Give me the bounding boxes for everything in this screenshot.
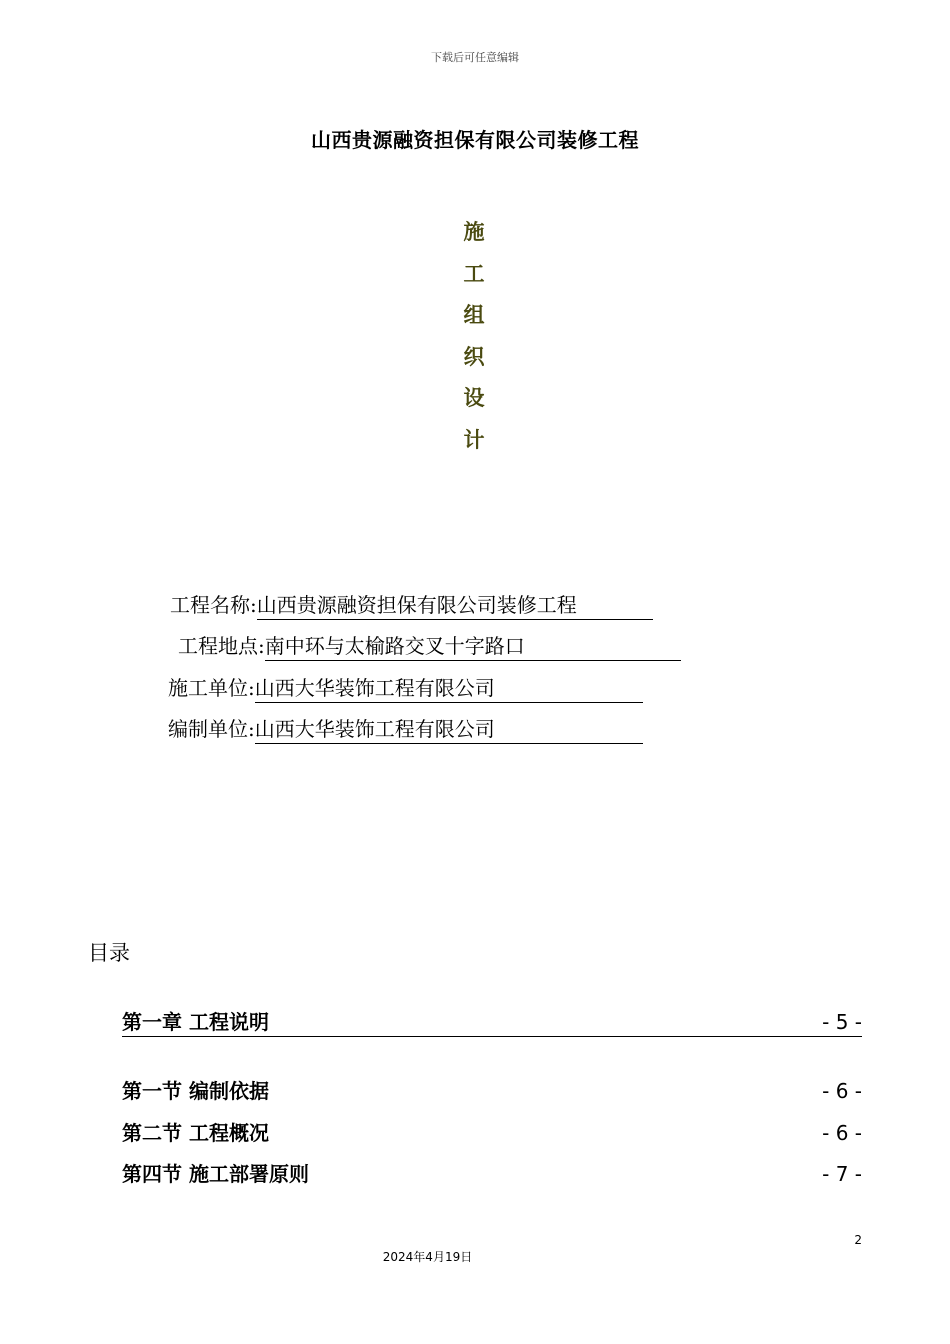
toc-entry-page: - 6 - xyxy=(822,1121,862,1145)
info-label: 编制单位: xyxy=(168,717,255,741)
toc-entry-title: 第四节 施工部署原则 xyxy=(122,1162,309,1186)
vertical-title xyxy=(449,214,499,464)
toc-entry[interactable] xyxy=(122,1077,862,1105)
vertical-title-char: 计 xyxy=(463,427,485,452)
footer-date: 2024年4月19日 xyxy=(382,1250,473,1264)
vertical-title-char: 设 xyxy=(463,386,485,411)
vertical-title-char: 组 xyxy=(463,303,485,328)
toc-entry[interactable] xyxy=(122,1008,862,1037)
header-note: 下载后可任意编辑 xyxy=(431,51,519,64)
info-construction-unit xyxy=(168,675,643,703)
vertical-title-char: 织 xyxy=(463,344,485,369)
toc-entry-title: 第二节 工程概况 xyxy=(122,1121,269,1145)
toc-entry[interactable] xyxy=(122,1160,862,1188)
info-value: 山西大华装饰工程有限公司 xyxy=(255,716,643,744)
info-value: 山西贵源融资担保有限公司装修工程 xyxy=(257,592,653,620)
vertical-title-char: 施 xyxy=(463,220,485,244)
info-label: 工程名称: xyxy=(170,593,257,617)
info-compiling-unit xyxy=(168,716,643,744)
info-value: 山西大华装饰工程有限公司 xyxy=(255,675,643,703)
toc-entry-title: 第一节 编制依据 xyxy=(122,1079,269,1103)
info-value: 南中环与太榆路交叉十字路口 xyxy=(265,633,681,661)
document-title: 山西贵源融资担保有限公司装修工程 xyxy=(311,128,639,152)
vertical-title-char: 工 xyxy=(463,261,485,286)
page-number: 2 xyxy=(854,1233,862,1247)
toc-entry-page: - 7 - xyxy=(822,1162,862,1186)
info-label: 施工单位: xyxy=(168,676,255,700)
toc-entry-title: 第一章 工程说明 xyxy=(122,1010,269,1034)
info-label: 工程地点: xyxy=(178,634,265,658)
info-project-location xyxy=(178,633,681,661)
toc-entry-page: - 5 - xyxy=(822,1010,862,1034)
toc-entry-page: - 6 - xyxy=(822,1079,862,1103)
toc-entry[interactable] xyxy=(122,1119,862,1147)
info-project-name xyxy=(170,592,653,620)
toc-heading: 目录 xyxy=(88,941,130,965)
